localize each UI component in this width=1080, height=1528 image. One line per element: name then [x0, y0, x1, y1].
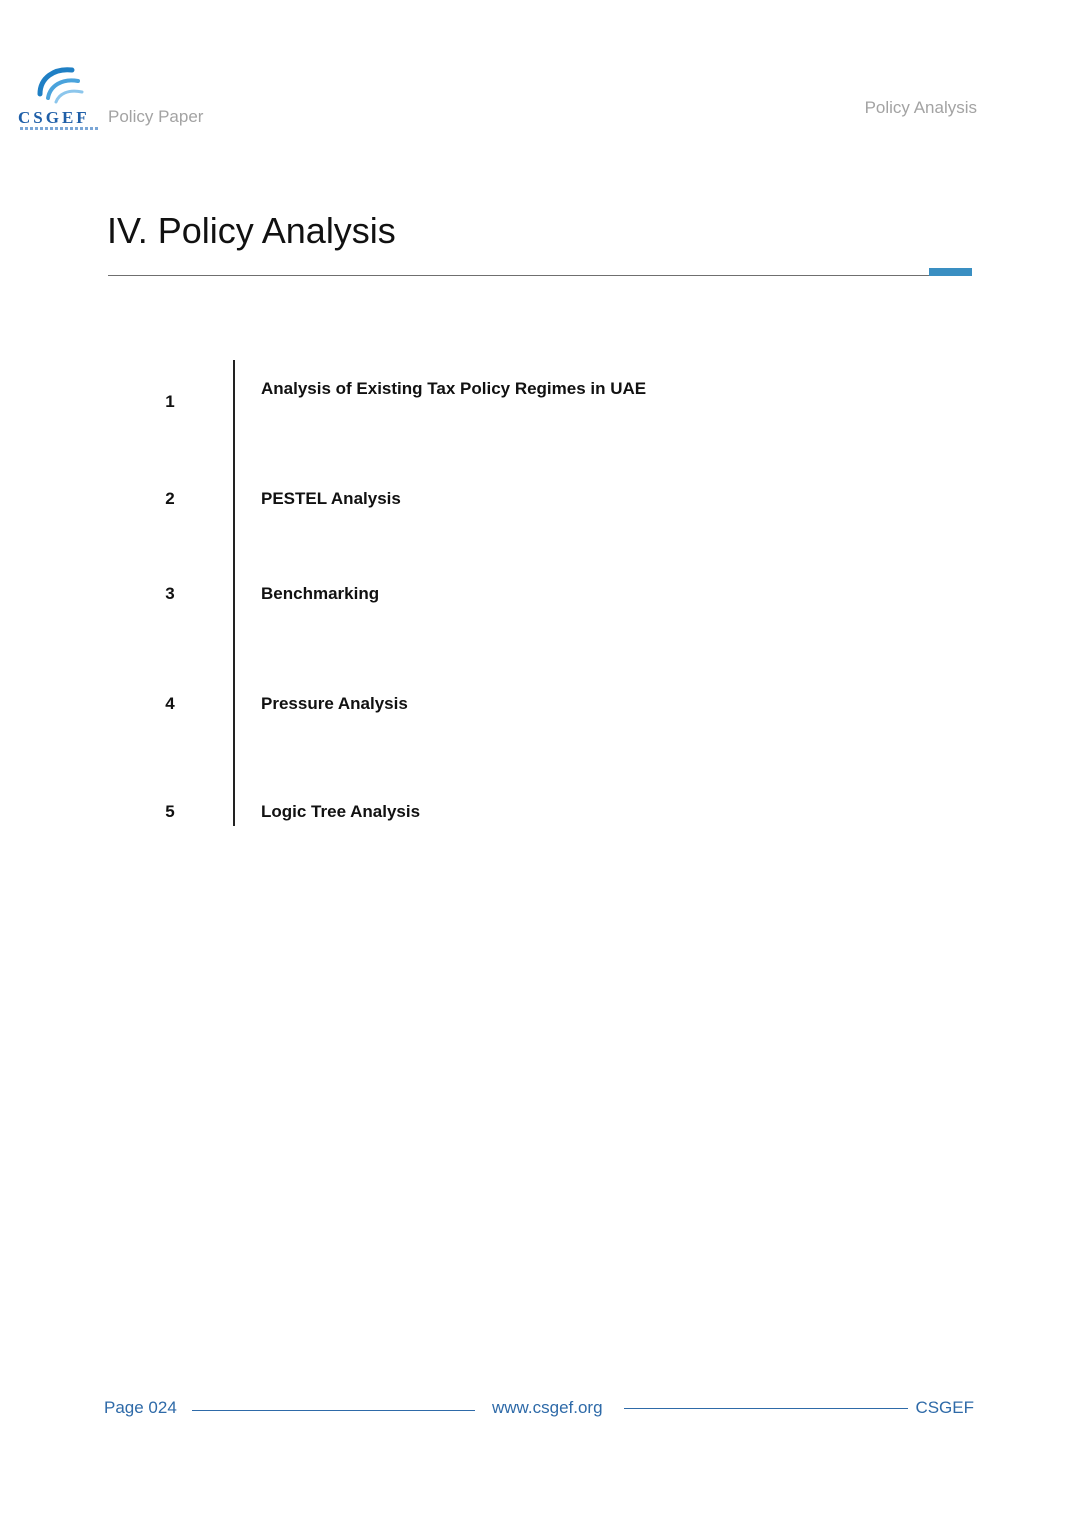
- page-header: [0, 0, 1080, 140]
- contents-item-label: Logic Tree Analysis: [261, 802, 421, 821]
- footer-rule-left: [192, 1410, 475, 1411]
- contents-item-number: 3: [165, 584, 175, 603]
- page-number: Page 024: [104, 1398, 177, 1417]
- contents-divider: [233, 360, 235, 826]
- contents-item-label: Analysis of Existing Tax Policy Regimes in UAE: [261, 379, 647, 398]
- csgef-logo: [18, 64, 100, 132]
- footer-website-link[interactable]: www.csgef.org: [492, 1398, 603, 1417]
- contents-item-number: 1: [165, 392, 175, 411]
- footer-rule-right: [624, 1408, 908, 1409]
- logo-tagline: [20, 127, 98, 130]
- arc-logo-icon: [32, 64, 88, 108]
- running-section-title: Policy Analysis: [864, 98, 977, 117]
- contents-item-number: 2: [165, 489, 175, 508]
- section-title: IV. Policy Analysis: [107, 210, 396, 251]
- footer-organization: CSGEF: [915, 1398, 974, 1417]
- contents-item-label: Pressure Analysis: [261, 694, 408, 713]
- logo-wordmark: CSGEF: [18, 108, 90, 127]
- title-accent-bar: [929, 268, 972, 276]
- page-footer: [0, 1390, 1080, 1430]
- contents-item-number: 5: [165, 802, 175, 821]
- document-type-label: Policy Paper: [108, 107, 204, 126]
- contents-item-label: Benchmarking: [261, 584, 380, 603]
- contents-item-label: PESTEL Analysis: [261, 489, 401, 508]
- title-underline: [108, 275, 972, 276]
- contents-item-number: 4: [165, 694, 175, 713]
